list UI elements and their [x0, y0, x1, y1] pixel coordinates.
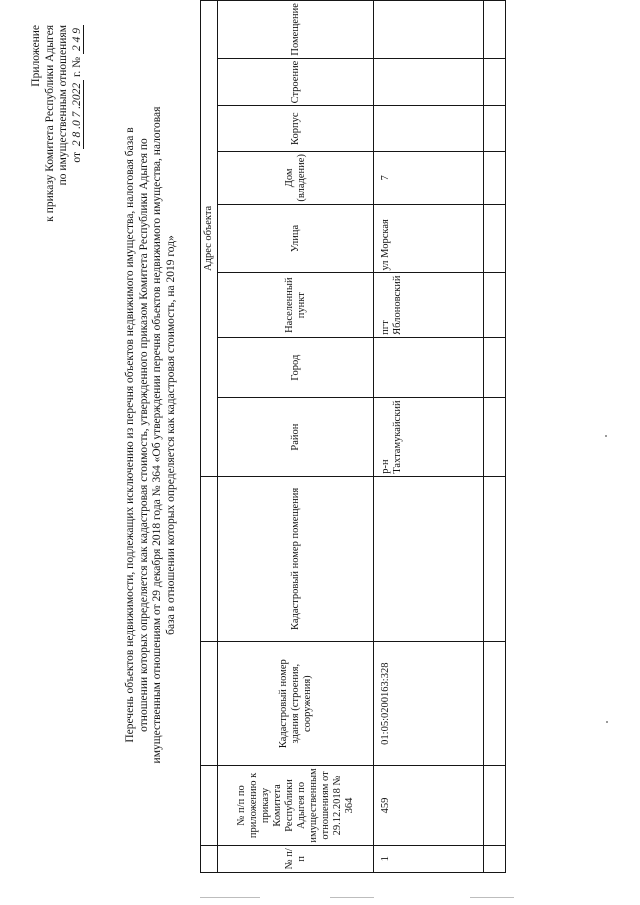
- appendix-committee-line: по имущественным отношениям: [57, 25, 69, 186]
- cell-num: 1: [374, 845, 484, 872]
- title-line-1: Перечень объектов недвижимости, подлежащих исключению из перечня объектов недвижимого имущества, налоговая база в: [124, 127, 136, 743]
- header-street: Улица: [218, 204, 374, 273]
- appendix-header: [30, 25, 84, 305]
- cell-spacer: [484, 398, 506, 476]
- cell-district: р-н Тахтамукайский: [374, 398, 484, 476]
- scan-speck: [605, 435, 607, 437]
- header-num: № п/п: [218, 845, 374, 872]
- cell-spacer: [484, 58, 506, 106]
- scan-speck: [606, 721, 608, 723]
- appendix-label: Приложение: [30, 25, 42, 87]
- appendix-number-label: №: [70, 56, 83, 68]
- header-spacer: [201, 642, 218, 766]
- appendix-number: 2 4 9: [71, 25, 84, 54]
- header-locality: Населенный пункт: [218, 273, 374, 337]
- header-structure: Строение: [218, 58, 374, 106]
- header-row: [218, 1, 374, 873]
- cell-spacer: [484, 337, 506, 398]
- cell-street: ул Морская: [374, 204, 484, 273]
- header-spacer: [201, 766, 218, 845]
- cell-korpus: [374, 106, 484, 152]
- header-top-row: [201, 1, 218, 873]
- cell-premise-cadastral: [374, 476, 484, 641]
- cell-spacer: [484, 204, 506, 273]
- title-line-3: имущественным отношениям от 29 декабря 2018 года № 364 «Об утверждении перечня объектов недвижимого имущества, налоговая: [151, 106, 164, 764]
- header-spacer: [201, 476, 218, 641]
- cell-locality: пгт Яблоновский: [374, 273, 484, 337]
- cell-spacer: [484, 1, 506, 59]
- cell-spacer: [484, 152, 506, 205]
- cell-structure: [374, 58, 484, 106]
- cell-spacer: [484, 766, 506, 845]
- header-house: Дом (владение): [218, 152, 374, 205]
- scan-edge-mark: [330, 897, 374, 898]
- header-premise-cadastral: Кадастровый номер помещения: [218, 476, 374, 641]
- appendix-from: от: [70, 152, 83, 163]
- title-line-4: база в отношении которых определяется как кадастровая стоимость, на 2019 год»: [164, 235, 177, 635]
- cell-house: 7: [374, 152, 484, 205]
- document-title: [124, 65, 178, 805]
- cell-spacer: [484, 273, 506, 337]
- appendix-date-line: [71, 25, 85, 305]
- header-spacer: [201, 845, 218, 872]
- appendix-order-line: к приказу Комитета Республики Адыгея: [43, 25, 56, 222]
- header-building-cadastral: Кадастровый номер здания (строения, сооружения): [218, 642, 374, 766]
- cell-spacer: [484, 106, 506, 152]
- table-row: [374, 1, 484, 873]
- cell-city: [374, 337, 484, 398]
- scan-edge-mark: [470, 897, 514, 898]
- appendix-date: 2 8 .0 7 .2022: [71, 80, 84, 149]
- cell-building-cadastral: 01:05:0200163:328: [374, 642, 484, 766]
- cell-spacer: [484, 642, 506, 766]
- header-district: Район: [218, 398, 374, 476]
- scan-edge-mark: [200, 897, 260, 898]
- cell-spacer: [484, 476, 506, 641]
- header-address-group: Адрес объекта: [201, 1, 218, 477]
- cell-room: [374, 1, 484, 59]
- cadastre-table: [200, 0, 506, 873]
- table-bottom-row: [484, 1, 506, 873]
- header-room: Помещение: [218, 1, 374, 59]
- cell-appendix-num: 459: [374, 766, 484, 845]
- header-korpus: Корпус: [218, 106, 374, 152]
- cell-spacer: [484, 845, 506, 872]
- title-line-2: отношении которых определяется как кадастровая стоимость, утвержденного приказом Комитета Республики Адыгея по: [137, 138, 150, 732]
- header-appendix-num: № п/п по приложению к приказу Комитета Республики Адыгея по имущественным отношениям от 29.12.2018 № 364: [218, 766, 374, 845]
- header-city: Город: [218, 337, 374, 398]
- appendix-year-suffix: г.: [70, 70, 83, 78]
